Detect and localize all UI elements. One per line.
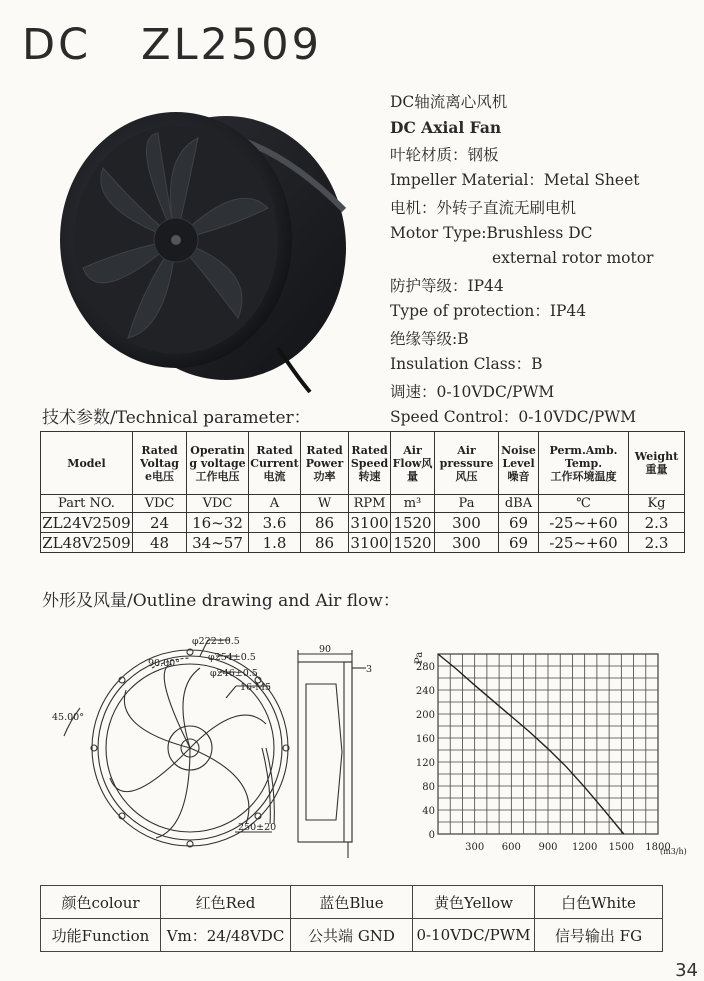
dim-d254: φ254±0.5 [208,652,256,663]
param-header-en: Model [67,456,106,470]
param-unit-cell: RPM [349,495,391,513]
param-cell: 2.3 [629,533,685,553]
param-header-cn: 噪音 [507,469,530,483]
param-cell: 86 [301,513,349,533]
param-cell: -25~+60 [539,533,629,553]
chart-x-tick-label: 900 [538,842,558,853]
param-unit-cell: Part NO. [41,495,133,513]
param-header-cn: 转速 [358,469,381,483]
spec-protection-cn: 防护等级：IP44 [390,277,504,295]
wire-function-cell: Vm：24/48VDC [161,919,291,952]
param-cell: 69 [499,513,539,533]
chart-x-tick-label: 1500 [608,842,635,853]
table-row [41,886,663,919]
param-cell: 2.3 [629,513,685,533]
spec-motor-en-1: Motor Type:Brushless DC [390,224,593,242]
chart-xlabel: (m3/h) [660,847,687,856]
chart-y-tick-label: 240 [415,686,435,697]
param-header-cn: 工作环境温度 [550,469,617,483]
spec-protection-en: Type of protection：IP44 [390,302,587,320]
chart-x-tick-label: 1800 [645,842,671,853]
param-header-en: Air Flow风 [392,443,433,470]
technical-parameter-heading: 技术参数/Technical parameter： [42,408,311,428]
param-header-cn: e电压 [145,469,174,483]
chart-ylabel: Pa [414,651,425,664]
outline-heading: 外形及风量/Outline drawing and Air flow： [42,591,400,611]
param-cell: 34~57 [187,533,249,553]
wire-colour-cell: 白色White [535,886,663,919]
dim-d222: φ222±0.5 [192,636,240,647]
chart-y-tick-label: 0 [428,830,435,841]
param-header-cell [301,432,349,495]
param-cell: 48 [133,533,187,553]
outline-side-view [292,644,382,862]
chart-y-tick-label: 280 [415,662,435,673]
dim-d246: φ246±0.5 [210,668,258,679]
airflow-chart [410,640,696,864]
param-header-cn: 风压 [455,469,478,483]
page-title: DC ZL2509 [22,20,322,70]
param-header-en: Rated Speed [350,443,389,470]
param-header-en: Operatin g voltage [189,443,246,470]
param-unit-cell: VDC [187,495,249,513]
wire-colour-cell: 黄色Yellow [413,886,535,919]
param-header-cell [41,432,133,495]
param-unit-cell: dBA [499,495,539,513]
param-header-cell [435,432,499,495]
table-row [41,513,685,533]
param-cell: -25~+60 [539,513,629,533]
spec-type-cn: DC轴流离心风机 [390,93,508,111]
wire-colour-cell: 蓝色Blue [291,886,413,919]
wire-function-cell: 功能Function [41,919,161,952]
chart-y-tick-label: 200 [415,710,435,721]
parameter-table [40,431,685,553]
param-header-en: Weight [634,450,679,463]
param-header-cell [629,432,685,495]
spec-speed-cn: 调速：0-10VDC/PWM [390,383,555,401]
param-cell: ZL24V2509 [42,513,131,532]
chart-y-tick-label: 120 [415,758,435,769]
param-cell: 3100 [350,533,389,552]
param-header-en: Air pressure [439,443,494,470]
wire-function-cell: 公共端 GND [291,919,413,952]
dim-holes: 16-M5 [240,682,272,693]
param-cell: 86 [301,533,349,553]
param-header-cell [391,432,435,495]
dim-angle-90: 90.00° [148,658,180,669]
spec-impeller-cn: 叶轮材质：钢板 [390,146,499,164]
param-unit-cell: Kg [629,495,685,513]
param-unit-cell: Pa [435,495,499,513]
page-number: 34 [675,960,698,981]
fan-product-photo [48,98,368,394]
param-header-cn: 重量 [645,463,668,476]
param-cell: 3.6 [249,513,301,533]
param-header-cell [187,432,249,495]
param-cell: 69 [499,533,539,553]
param-cell: 3100 [350,513,389,532]
param-header-cn: 工作电压 [195,469,240,483]
table-row [41,919,663,952]
param-header-cell [349,432,391,495]
dim-flange: 3 [366,664,373,675]
wire-colour-cell: 红色Red [161,886,291,919]
spec-list [390,90,653,430]
param-header-en: Noise Level [501,443,536,470]
spec-type-en: DC Axial Fan [390,118,502,137]
wire-function-cell: 0-10VDC/PWM [413,919,535,952]
chart-y-tick-label: 40 [422,806,435,817]
param-header-en: Perm.Amb. Temp. [549,443,618,470]
param-unit-cell: m³ [391,495,435,513]
param-cell: 1520 [391,513,435,533]
param-header-cell [539,432,629,495]
outline-front-view [40,628,290,860]
param-header-en: Rated Voltag [140,443,179,470]
param-cell: 24 [133,513,187,533]
wire-function-cell: 信号输出 FG [535,919,663,952]
table-row [41,533,685,553]
wire-colour-table [40,885,663,952]
param-cell: 1.8 [249,533,301,553]
param-header-cell [249,432,301,495]
chart-x-tick-label: 600 [501,842,521,853]
chart-y-tick-label: 80 [422,782,435,793]
spec-insulation-cn: 绝缘等级:B [390,330,469,348]
param-header-en: Rated Power [305,443,344,470]
param-cell: 300 [435,533,499,553]
dim-angle-45: 45.00° [52,712,84,723]
param-unit-cell: VDC [133,495,187,513]
param-unit-cell: W [301,495,349,513]
param-header-cn: 量 [407,469,418,483]
param-cell: 1520 [391,533,435,553]
spec-motor-cn: 电机：外转子直流无刷电机 [390,199,577,217]
dim-cable-length: 250±20 [238,822,277,833]
param-header-cn: 电流 [263,469,286,483]
param-header-cell [133,432,187,495]
param-cell: ZL48V2509 [42,533,131,552]
spec-insulation-en: Insulation Class：B [390,355,543,373]
spec-speed-en: Speed Control：0-10VDC/PWM [390,408,637,426]
param-cell: 16~32 [187,513,249,533]
param-unit-cell: A [249,495,301,513]
param-header-cn: 功率 [313,469,336,483]
param-header-en: Rated Current [250,443,299,470]
chart-series-line [438,654,624,834]
param-cell: 300 [435,513,499,533]
param-header-cell [499,432,539,495]
chart-x-tick-label: 1200 [571,842,598,853]
param-unit-cell: ℃ [539,495,629,513]
chart-x-tick-label: 300 [465,842,485,853]
dim-depth: 90 [319,644,332,655]
spec-impeller-en: Impeller Material：Metal Sheet [390,171,640,189]
wire-colour-cell: 颜色colour [41,886,161,919]
chart-y-tick-label: 160 [415,734,435,745]
spec-motor-en-2: external rotor motor [492,249,654,267]
